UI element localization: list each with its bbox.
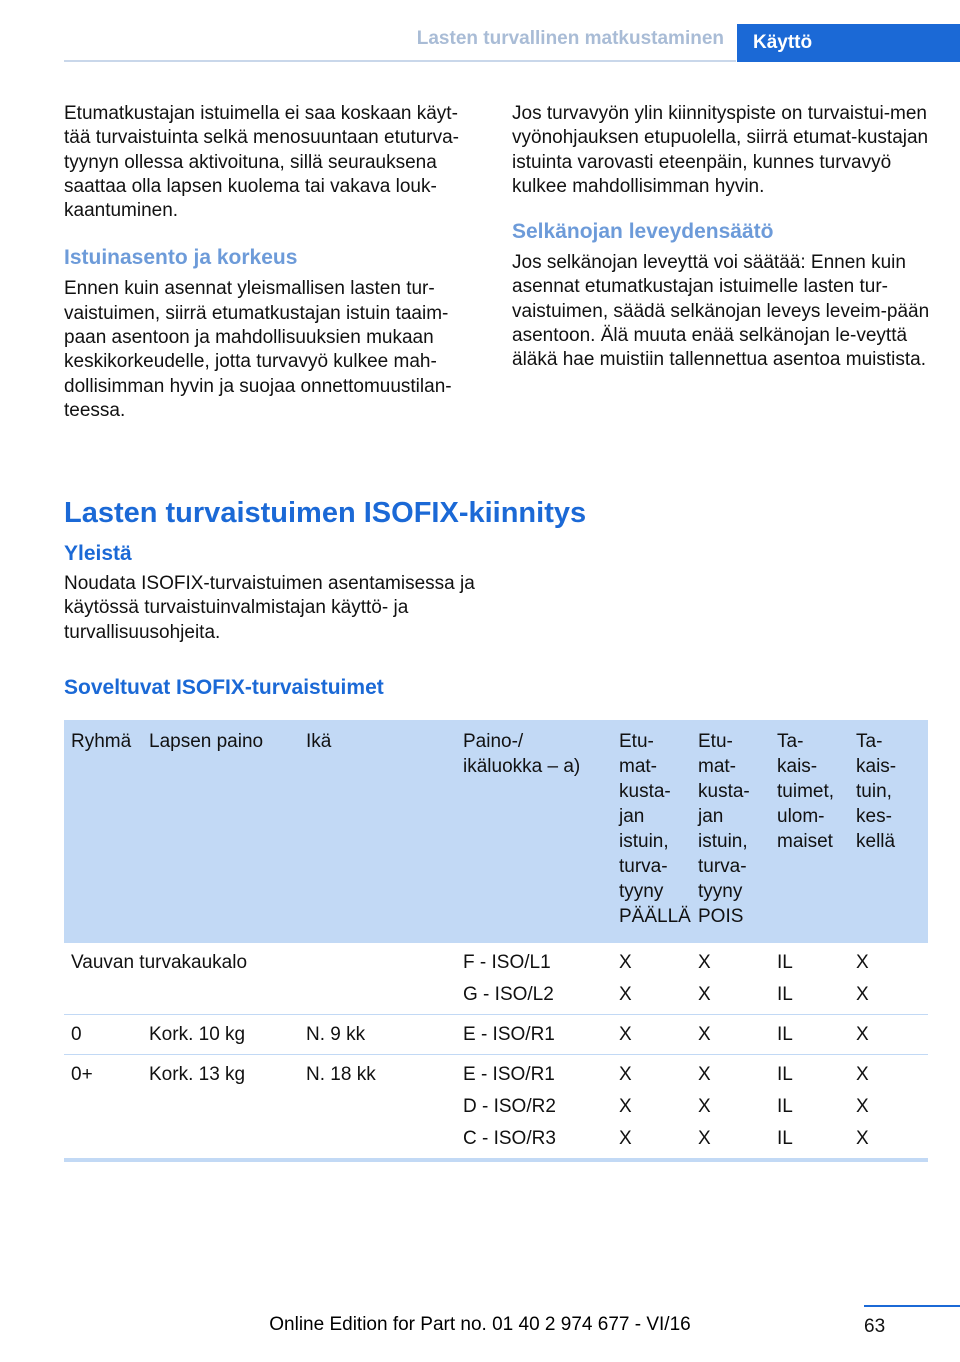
header-front-airbag-on: Etu-mat-kusta-jan istuin, turva-tyyny PÄÄLLÄ <box>612 720 691 943</box>
seat-position-text: Ennen kuin asennat yleismallisen lasten tur-vaistuimen, siirrä etumatkustajan istuin taaim-paan asentoon ja mahdollisuuksien mukaan keskikorkeudelle, jotta turvavyö kulkee mah-dollisimman hyvin ja suojaa onnettomuustilan-teessa. <box>64 278 452 421</box>
suitability-value: IL <box>777 1064 793 1085</box>
suitability-value: IL <box>777 1096 793 1117</box>
row-age: N. 18 kk <box>299 1055 456 1161</box>
row-group: 0 <box>64 1015 142 1055</box>
suitability-value: X <box>698 984 711 1005</box>
row-rear-center <box>849 943 928 1015</box>
header-section-title: Lasten turvallinen matkustaminen <box>416 28 724 49</box>
table-row <box>64 1055 928 1161</box>
header-age: Ikä <box>299 720 456 943</box>
row-rear-center <box>849 1055 928 1161</box>
class-value: D - ISO/R2 <box>463 1096 556 1117</box>
row-age: N. 9 kk <box>299 1015 456 1055</box>
row-rear-center <box>849 1015 928 1055</box>
suitability-value: X <box>856 1064 869 1085</box>
suitability-value: X <box>619 984 632 1005</box>
suitability-value: X <box>619 952 632 973</box>
suitability-value: X <box>619 1128 632 1149</box>
header-group: Ryhmä <box>64 720 142 943</box>
class-value: F - ISO/L1 <box>463 952 551 973</box>
suitability-value: X <box>856 984 869 1005</box>
row-rear-outer <box>770 1015 849 1055</box>
suitability-value: X <box>619 1096 632 1117</box>
edition-footer: Online Edition for Part no. 01 40 2 974 677 - VI/16 <box>269 1314 691 1335</box>
row-front-off <box>691 1015 770 1055</box>
backrest-width-heading: Selkänojan leveydensäätö <box>512 220 774 244</box>
class-value: E - ISO/R1 <box>463 1064 555 1085</box>
row-weight: Kork. 10 kg <box>142 1015 299 1055</box>
header-chapter-tab <box>737 24 960 62</box>
row-classes <box>456 1055 612 1161</box>
general-intro-text: Noudata ISOFIX-turvaistuimen asentamisessa ja käytössä turvaistuinvalmistajan käyttö- ja turvallisuusohjeita. <box>64 573 475 643</box>
footer-rule <box>864 1305 960 1307</box>
suitability-value: X <box>698 1128 711 1149</box>
row-rear-outer <box>770 943 849 1015</box>
suitability-value: X <box>698 952 711 973</box>
right-column <box>512 102 932 373</box>
class-value: E - ISO/R1 <box>463 1024 555 1045</box>
row-classes <box>456 1015 612 1055</box>
page-number: 63 <box>864 1316 886 1337</box>
row-front-on <box>612 1015 691 1055</box>
row-weight: Kork. 13 kg <box>142 1055 299 1161</box>
header-child-weight: Lapsen paino <box>142 720 299 943</box>
belt-anchor-text: Jos turvavyön ylin kiinnityspiste on turvaistui-men vyönohjauksen etupuolella, siirrä etumat-kustajan istuinta varovasti eteenpäin, kunnes turvavyö kulkee mahdollisimman hyvin. <box>512 103 929 197</box>
table-header-row <box>64 720 928 943</box>
seat-position-heading: Istuinasento ja korkeus <box>64 246 298 270</box>
header-rear-center: Ta-kais-tuin, kes-kellä <box>849 720 928 943</box>
suitability-value: X <box>698 1064 711 1085</box>
row-front-off <box>691 1055 770 1161</box>
row-front-off <box>691 943 770 1015</box>
suitability-value: IL <box>777 1024 793 1045</box>
class-value: C - ISO/R3 <box>463 1128 556 1149</box>
row-group: Vauvan turvakaukalo <box>64 943 456 1015</box>
header-rear-outer: Ta-kais-tuimet, ulom-maiset <box>770 720 849 943</box>
isofix-table <box>64 720 928 1162</box>
section-title: Lasten turvaistuimen ISOFIX-kiinnitys <box>64 497 587 529</box>
suitability-value: X <box>698 1096 711 1117</box>
suitability-value: X <box>856 952 869 973</box>
suitability-value: X <box>698 1024 711 1045</box>
suitability-value: X <box>856 1024 869 1045</box>
row-group: 0+ <box>64 1055 142 1161</box>
suitability-value: X <box>619 1064 632 1085</box>
class-value: G - ISO/L2 <box>463 984 554 1005</box>
table-row <box>64 943 928 1015</box>
suitability-value: X <box>856 1096 869 1117</box>
left-column <box>64 102 484 423</box>
table-heading: Soveltuvat ISOFIX-turvaistuimet <box>64 676 384 699</box>
header-weight-class: Paino-/ ikäluokka – a) <box>456 720 612 943</box>
suitability-value: IL <box>777 952 793 973</box>
warning-text: Etumatkustajan istuimella ei saa koskaan käyt-tää turvaistuinta selkä menosuuntaan etuturva-tyynyn ollessa aktivoituna, sillä seurauksena saattaa olla lapsen kuolema tai vakava louk-kaantuminen. <box>64 103 460 222</box>
row-front-on <box>612 943 691 1015</box>
header-chapter-label: Käyttö <box>753 32 813 53</box>
suitability-value: X <box>619 1024 632 1045</box>
suitability-value: IL <box>777 984 793 1005</box>
header-rule <box>64 60 736 62</box>
suitability-value: X <box>856 1128 869 1149</box>
general-subheading: Yleistä <box>64 542 132 565</box>
suitability-value: IL <box>777 1128 793 1149</box>
table-row <box>64 1015 928 1055</box>
row-front-on <box>612 1055 691 1161</box>
header-front-airbag-off: Etu-mat-kusta-jan istuin, turva-tyyny POIS <box>691 720 770 943</box>
row-classes <box>456 943 612 1015</box>
row-rear-outer <box>770 1055 849 1161</box>
backrest-width-text: Jos selkänojan leveyttä voi säätää: Ennen kuin asennat etumatkustajan istuimelle lasten tur-vaistuimen, säädä selkänojan leveys leveim-pään asentoon. Älä muuta enää selkänojan le-veyttä äläkä hae muistiin tallennettua asentoa muistista. <box>512 252 930 371</box>
